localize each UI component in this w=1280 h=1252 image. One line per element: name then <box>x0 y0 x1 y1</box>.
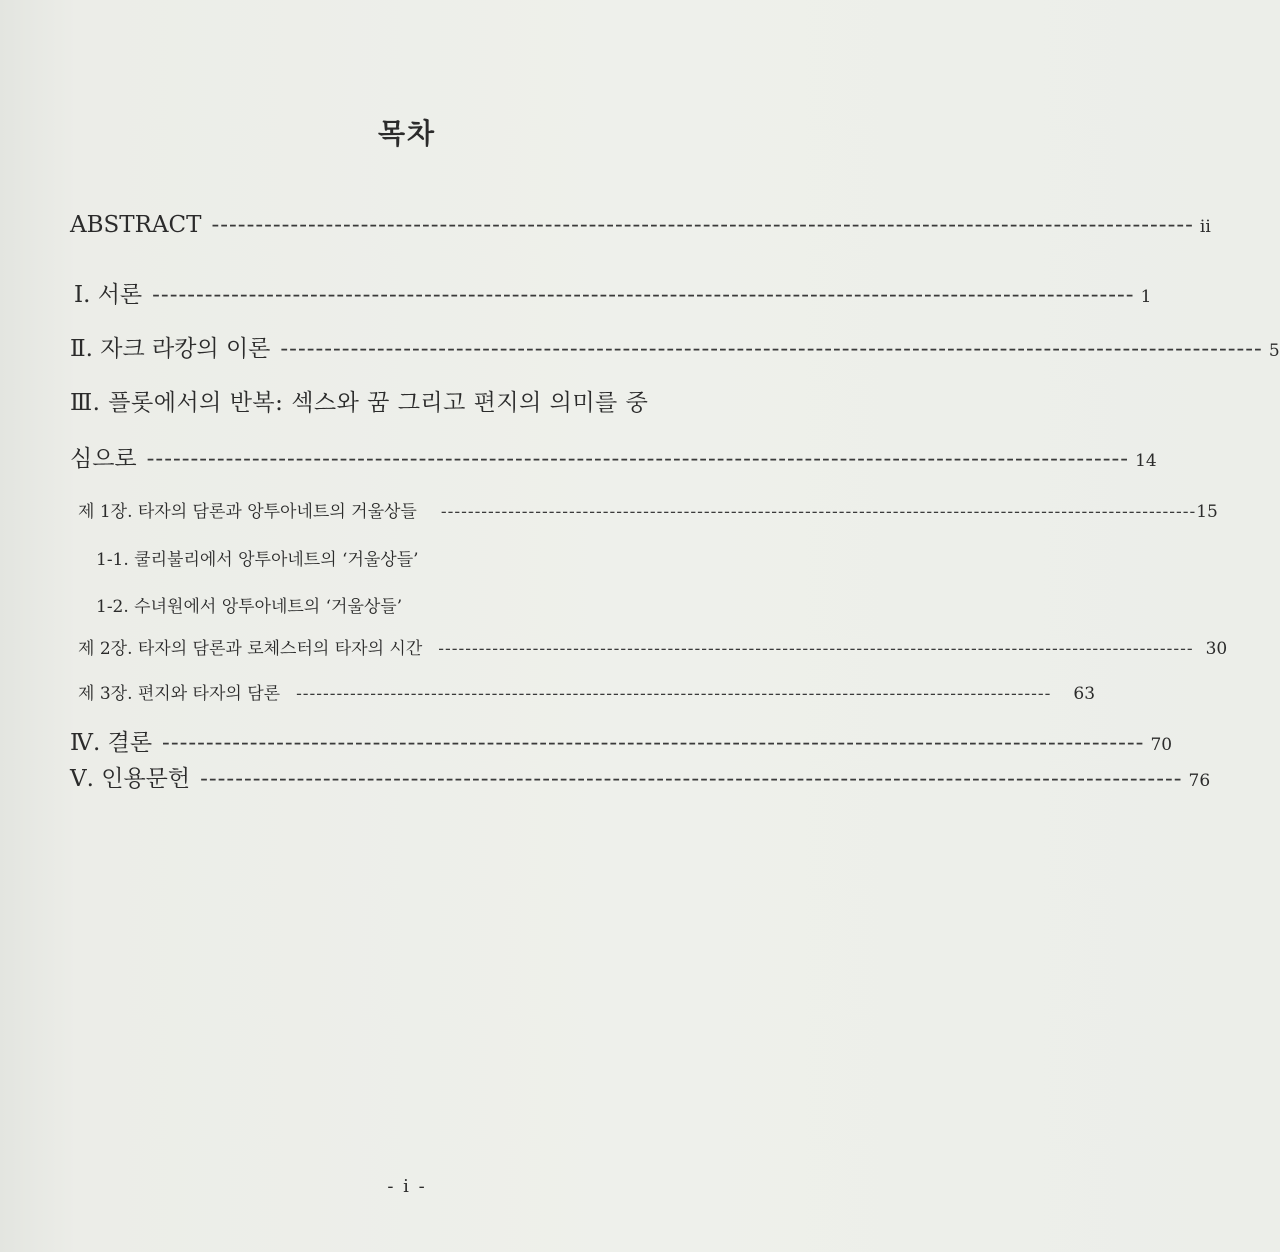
toc-entry-label: 제 2장. 타자의 담론과 로체스터의 타자의 시간 <box>78 639 423 659</box>
toc-entry-label: ABSTRACT <box>70 212 202 238</box>
toc-page-number: 70 <box>1150 735 1173 755</box>
toc-entry-chapter3 <box>70 440 1157 473</box>
toc-entry-references <box>70 760 1211 793</box>
toc-page-number: 63 <box>1073 684 1096 704</box>
toc-page-number: 30 <box>1205 639 1228 659</box>
toc-entry-conclusion <box>70 724 1173 757</box>
toc-entry-lacan-theory <box>70 330 1280 363</box>
toc-leader: ---------------------------------------------------------------------------------------------------------------- <box>280 336 1263 362</box>
toc-page-number: 5 <box>1268 341 1280 361</box>
toc-entry-label: Ⅰ. 서론 <box>74 282 143 308</box>
toc-title: 목차 <box>377 117 437 150</box>
toc-page-number: 14 <box>1135 451 1157 471</box>
toc-leader: ---------------------------------------------------------------------------------------------------------------- <box>146 446 1130 472</box>
toc-leader: ---------------------------------------------------------------------------------------------------------------- <box>200 766 1183 792</box>
toc-leader: ---------------------------------------------------------------------------------------------------------------- <box>438 639 1194 659</box>
toc-entry-section2 <box>78 634 1228 659</box>
toc-entry-label: 제 1장. 타자의 담론과 앙투아네트의 거울상들 <box>78 502 417 522</box>
toc-leader: ---------------------------------------------------------------------------------------------------------------- <box>440 502 1197 522</box>
toc-entry-label: 심으로 <box>70 446 137 472</box>
toc-entry-label: Ⅴ. 인용문헌 <box>70 766 191 792</box>
toc-entry-label: Ⅱ. 자크 라캉의 이론 <box>70 336 271 362</box>
toc-entry-label: Ⅳ. 결론 <box>70 730 153 756</box>
toc-page-number: 1 <box>1140 287 1152 307</box>
toc-entry-section1 <box>78 497 1218 522</box>
toc-entry-abstract <box>70 212 1211 238</box>
toc-entry-section3 <box>78 679 1096 704</box>
page-number-footer: - i - <box>387 1176 427 1197</box>
toc-entry-subsection-1-1: 1-1. 쿨리불리에서 앙투아네트의 ‘거울상들’ <box>96 550 419 570</box>
toc-page-number: 15 <box>1196 502 1218 522</box>
toc-leader: ---------------------------------------------------------------------------------------------------------------- <box>152 282 1135 308</box>
toc-page-number: 76 <box>1188 771 1211 791</box>
toc-entry-label: 제 3장. 편지와 타자의 담론 <box>78 684 281 704</box>
toc-entry-introduction <box>74 276 1152 309</box>
toc-leader: ---------------------------------------------------------------------------------------------------------------- <box>296 684 1052 704</box>
toc-entry-subsection-1-2: 1-2. 수녀원에서 앙투아네트의 ‘거울상들’ <box>96 597 403 617</box>
toc-entry-chapter3-line1: Ⅲ. 플롯에서의 반복: 섹스와 꿈 그리고 편지의 의미를 중 <box>70 390 649 416</box>
toc-leader: ---------------------------------------------------------------------------------------------------------------- <box>211 212 1194 238</box>
toc-page-number: ii <box>1199 217 1211 237</box>
toc-leader: ---------------------------------------------------------------------------------------------------------------- <box>162 730 1145 756</box>
